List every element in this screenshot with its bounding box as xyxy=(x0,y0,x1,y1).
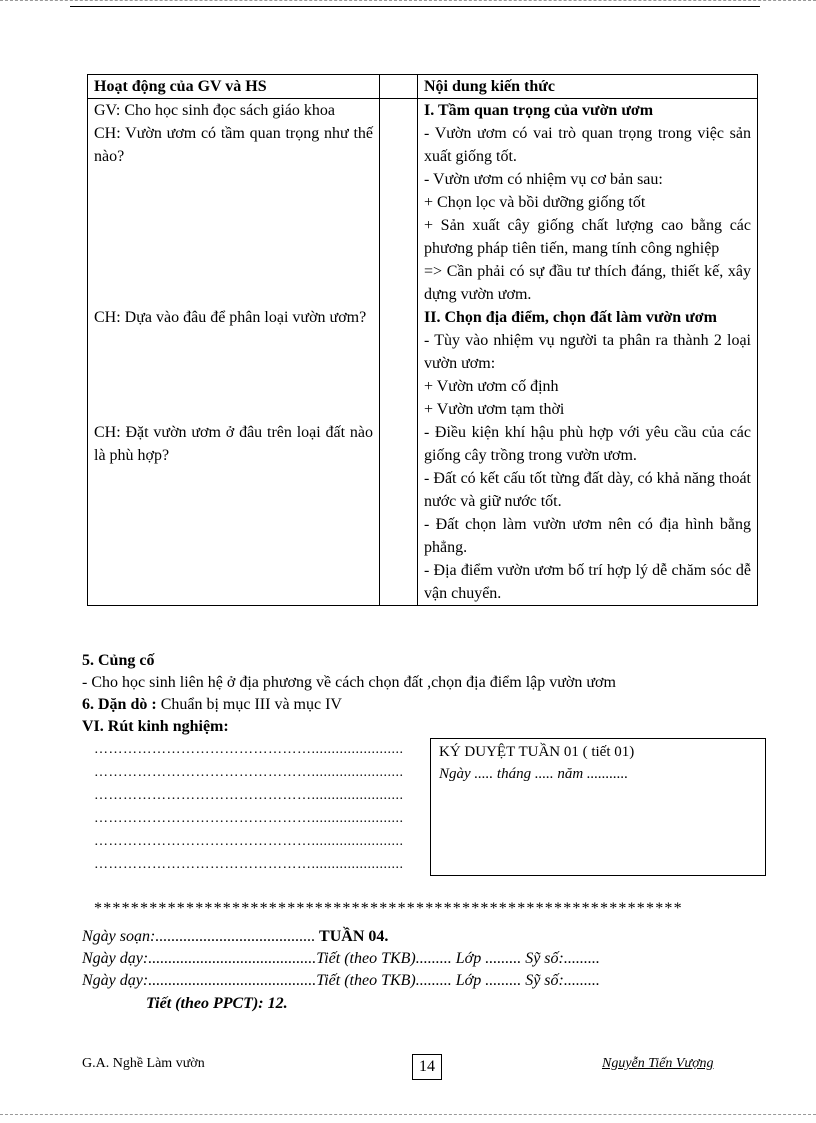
activity-text: CH: Dựa vào đâu để phân loại vườn ươm? xyxy=(94,309,367,326)
spacer-column xyxy=(380,99,418,606)
teach-date-line-2: Ngày dạy:..........................................Tiết (theo TKB)......... Lớp ......... Sỹ số:......... xyxy=(82,972,600,989)
notes-line: ………………………………………....................... xyxy=(94,834,404,849)
approval-box xyxy=(430,738,766,876)
section-6-body: Chuẩn bị mục III và mục IV xyxy=(156,696,342,713)
content-line: - Đất có kết cấu tốt từng đất dày, có khả năng thoát nước và giữ nước tốt. xyxy=(424,470,751,510)
section-5-heading: 5. Củng cố xyxy=(82,652,155,669)
page-bottom-border xyxy=(0,1114,816,1115)
section-6-label: 6. Dặn dò : xyxy=(82,696,157,713)
header-spacer xyxy=(380,75,418,99)
footer-subject: G.A. Nghề Làm vườn xyxy=(82,1056,205,1071)
notes-line: ………………………………………....................... xyxy=(94,765,404,780)
page-number: 14 xyxy=(412,1054,442,1080)
content-heading: II. Chọn địa điểm, chọn đất làm vườn ươm xyxy=(424,309,717,326)
section-vi-heading: VI. Rút kinh nghiệm: xyxy=(82,718,229,735)
table-header-row xyxy=(88,75,758,99)
section-6 xyxy=(82,694,342,716)
separator-stars: **************************************************************** xyxy=(94,900,683,917)
content-heading: I. Tầm quan trọng của vườn ươm xyxy=(424,102,654,119)
prep-date: Ngày soạn:........................................ xyxy=(82,928,316,945)
notes-line: ………………………………………....................... xyxy=(94,857,404,872)
content-line: + Vườn ươm tạm thời xyxy=(424,401,565,418)
content-line: - Đất chọn làm vườn ươm nên có địa hình bằng phẳng. xyxy=(424,516,751,556)
notes-line: ………………………………………....................... xyxy=(94,788,404,803)
approval-date: Ngày ..... tháng ..... năm ........... xyxy=(439,766,629,782)
content-line: + Chọn lọc và bồi dưỡng giống tốt xyxy=(424,194,646,211)
footer-author: Nguyễn Tiến Vượng xyxy=(602,1056,714,1071)
content-line: - Điều kiện khí hậu phù hợp với yêu cầu của các giống cây trồng trong vườn ươm. xyxy=(424,424,751,464)
lesson-table xyxy=(87,74,758,606)
activity-text: GV: Cho học sinh đọc sách giáo khoa xyxy=(94,102,335,119)
content-line: - Vườn ươm có nhiệm vụ cơ bản sau: xyxy=(424,171,663,188)
week-label: TUẦN 04. xyxy=(315,928,389,945)
activities-column xyxy=(88,99,380,606)
content-line: - Tùy vào nhiệm vụ người ta phân ra thành 2 loại vườn ươm: xyxy=(424,332,751,372)
prep-date-line xyxy=(82,926,388,948)
content-line: + Sản xuất cây giống chất lượng cao bằng các phương pháp tiên tiến, mang tính công nghiệp xyxy=(424,217,751,257)
content-line: - Vườn ươm có vai trò quan trọng trong việc sản xuất giống tốt. xyxy=(424,125,751,165)
activity-text: CH: Đặt vườn ươm ở đâu trên loại đất nào là phù hợp? xyxy=(94,424,373,464)
header-content: Nội dung kiến thức xyxy=(418,75,758,99)
content-column xyxy=(418,99,758,606)
header-rule xyxy=(70,6,760,7)
teach-date-line-1: Ngày dạy:..........................................Tiết (theo TKB)......... Lớp ......... Sỹ số:......... xyxy=(82,950,600,967)
table-body-row xyxy=(88,99,758,606)
approval-title: KÝ DUYỆT TUẦN 01 ( tiết 01) xyxy=(439,744,635,760)
content-line: - Địa điểm vườn ươm bố trí hợp lý dễ chăm sóc dễ vận chuyển. xyxy=(424,562,751,602)
notes-line: ………………………………………....................... xyxy=(94,811,404,826)
content-line: => Cần phải có sự đầu tư thích đáng, thiết kế, xây dựng vườn ươm. xyxy=(424,263,751,303)
notes-line: ………………………………………....................... xyxy=(94,742,404,757)
activity-text: CH: Vườn ươm có tầm quan trọng như thế nào? xyxy=(94,125,373,165)
period-ppct: Tiết (theo PPCT): 12. xyxy=(146,995,288,1012)
header-activities: Hoạt động của GV và HS xyxy=(88,75,380,99)
section-5-body: - Cho học sinh liên hệ ở địa phương về cách chọn đất ,chọn địa điểm lập vườn ươm xyxy=(82,674,616,691)
content-line: + Vườn ươm cố định xyxy=(424,378,559,395)
page-top-border xyxy=(0,0,816,1)
